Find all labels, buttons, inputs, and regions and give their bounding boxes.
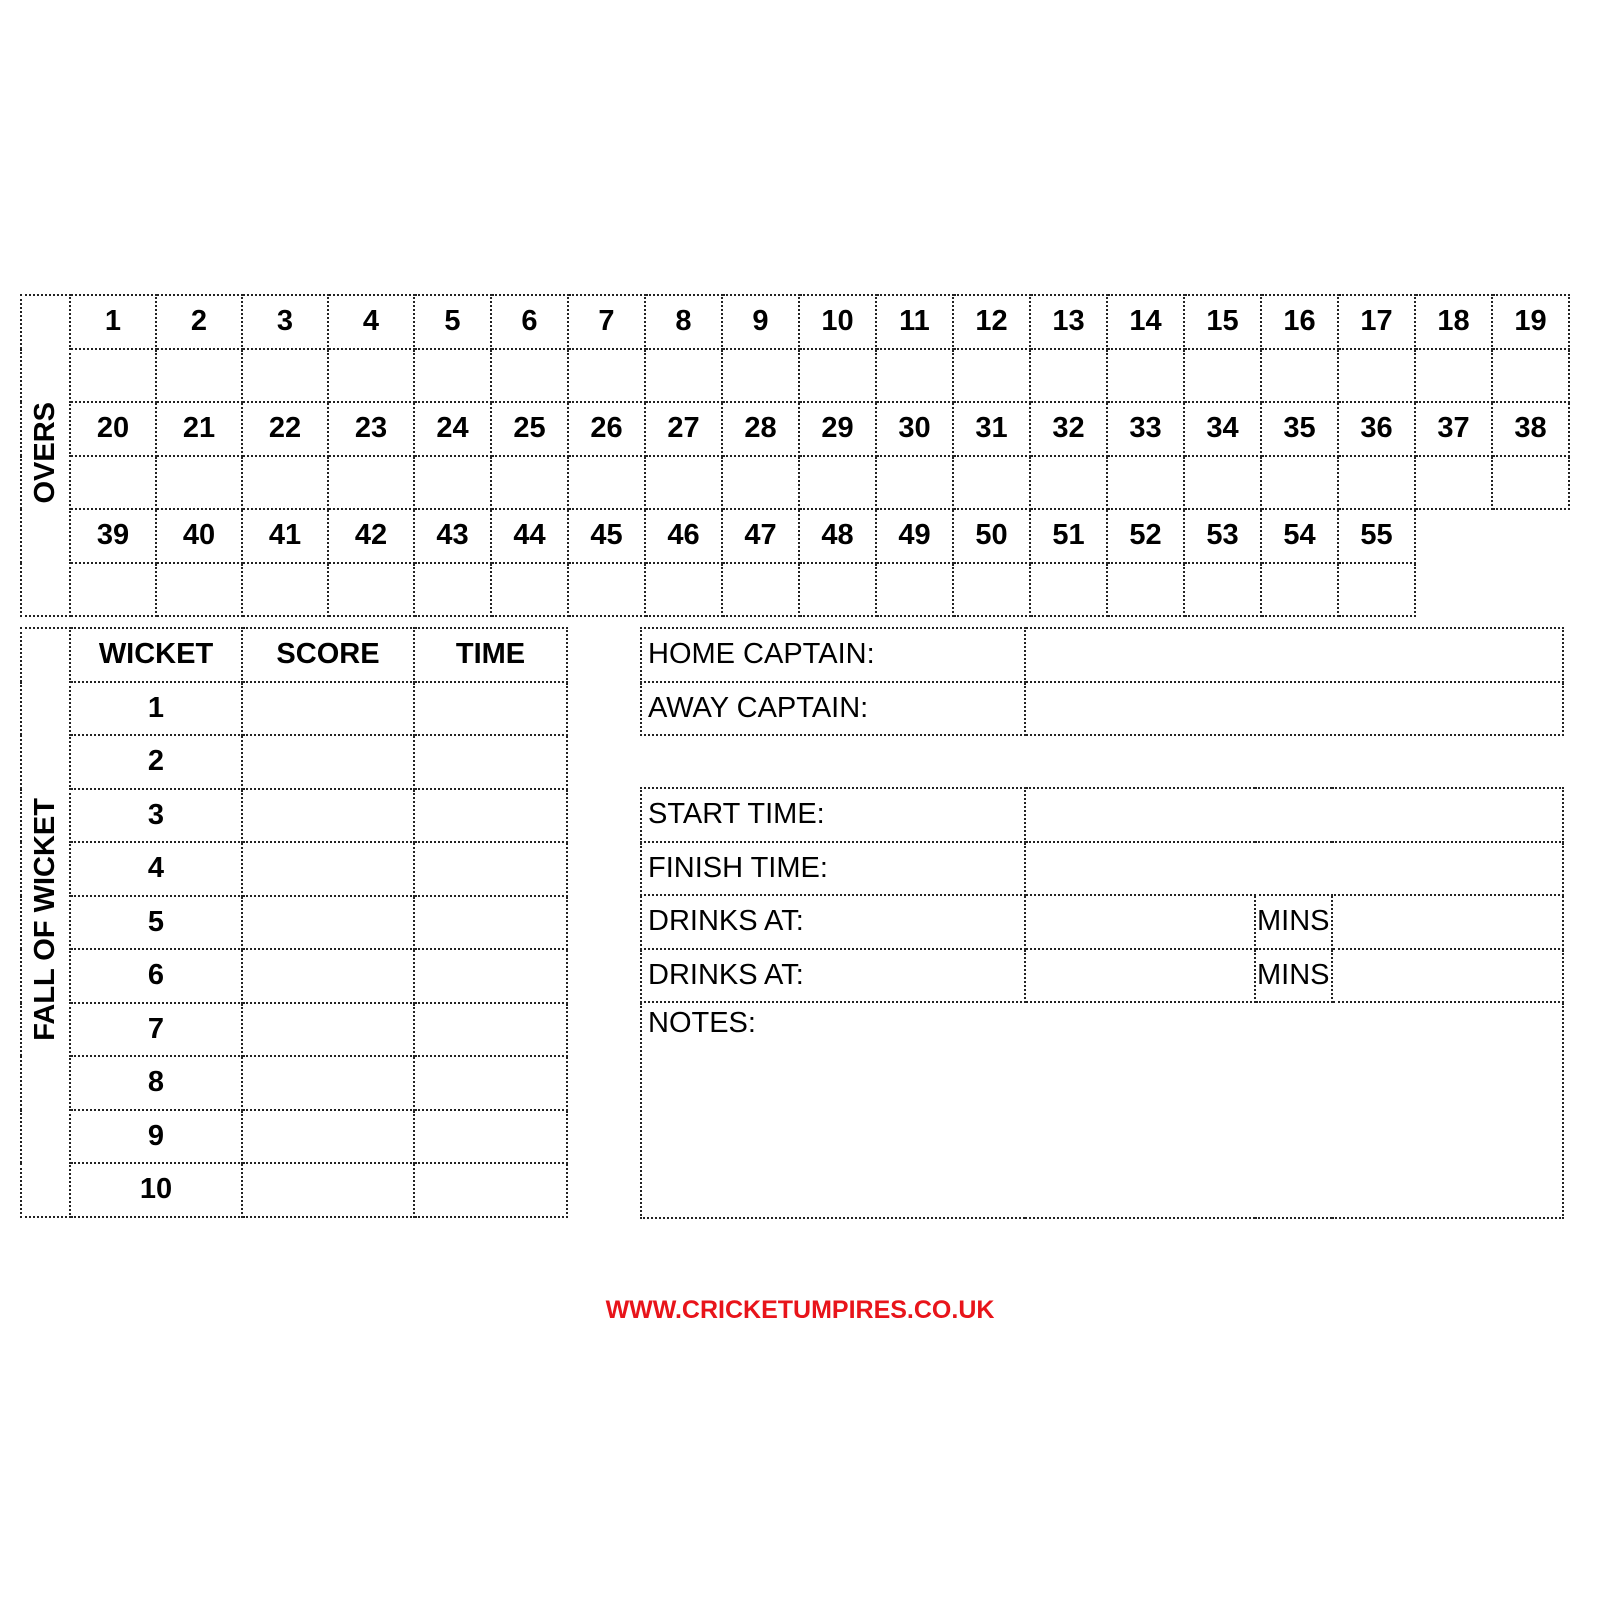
over-number: 7 — [568, 295, 645, 349]
over-number: 32 — [1030, 402, 1107, 456]
over-number: 47 — [722, 509, 799, 563]
drinks-at-label: DRINKS AT: — [641, 949, 1025, 1003]
over-entry-cell[interactable] — [876, 563, 953, 617]
over-number: 14 — [1107, 295, 1184, 349]
over-number: 44 — [491, 509, 568, 563]
over-number: 42 — [328, 509, 414, 563]
over-number: 54 — [1261, 509, 1338, 563]
wicket-number: 6 — [70, 949, 242, 1003]
over-number: 23 — [328, 402, 414, 456]
over-entry-cell[interactable] — [328, 349, 414, 403]
over-number: 17 — [1338, 295, 1415, 349]
finish-time-field[interactable] — [1025, 842, 1563, 896]
over-number: 24 — [414, 402, 491, 456]
over-entry-cell[interactable] — [1492, 349, 1569, 403]
over-entry-cell[interactable] — [414, 563, 491, 617]
score-cell[interactable] — [242, 1056, 414, 1110]
time-cell[interactable] — [414, 842, 567, 896]
over-number: 45 — [568, 509, 645, 563]
over-number: 9 — [722, 295, 799, 349]
over-number: 11 — [876, 295, 953, 349]
fall-of-wicket-table — [20, 627, 568, 1218]
time-cell[interactable] — [414, 949, 567, 1003]
over-number: 28 — [722, 402, 799, 456]
over-number: 8 — [645, 295, 722, 349]
mins-label: MINS — [1255, 895, 1332, 949]
start-time-row — [641, 788, 1563, 842]
over-entry-cell[interactable] — [70, 456, 156, 510]
over-entry-cell[interactable] — [645, 456, 722, 510]
over-number: 1 — [70, 295, 156, 349]
fow-row — [21, 1003, 567, 1057]
over-number: 16 — [1261, 295, 1338, 349]
wicket-number: 8 — [70, 1056, 242, 1110]
drinks-at-field[interactable] — [1025, 895, 1255, 949]
time-cell[interactable] — [414, 1056, 567, 1110]
over-number: 40 — [156, 509, 242, 563]
over-number: 30 — [876, 402, 953, 456]
over-number: 49 — [876, 509, 953, 563]
fow-row — [21, 735, 567, 789]
over-entry-cell[interactable] — [568, 563, 645, 617]
over-entry-cell[interactable] — [876, 456, 953, 510]
over-entry-cell[interactable] — [242, 456, 328, 510]
time-cell[interactable] — [414, 735, 567, 789]
over-number: 50 — [953, 509, 1030, 563]
time-cell[interactable] — [414, 1003, 567, 1057]
overs-side-cell — [21, 295, 70, 616]
over-number: 39 — [70, 509, 156, 563]
fall-of-wicket-label: FALL OF WICKET — [29, 798, 61, 1042]
over-number: 13 — [1030, 295, 1107, 349]
over-entry-cell[interactable] — [1492, 456, 1569, 510]
over-number: 35 — [1261, 402, 1338, 456]
over-number: 21 — [156, 402, 242, 456]
time-cell[interactable] — [414, 1163, 567, 1217]
over-entry-cell[interactable] — [242, 349, 328, 403]
time-cell[interactable] — [414, 1110, 567, 1164]
home-captain-label: HOME CAPTAIN: — [641, 628, 1025, 682]
over-number: 51 — [1030, 509, 1107, 563]
over-entry-cell[interactable] — [1030, 563, 1107, 617]
over-entry-cell[interactable] — [70, 349, 156, 403]
over-number: 27 — [645, 402, 722, 456]
wicket-number: 1 — [70, 682, 242, 736]
over-number: 53 — [1184, 509, 1261, 563]
overs-number-row — [21, 295, 1569, 349]
over-number: 10 — [799, 295, 876, 349]
over-number: 33 — [1107, 402, 1184, 456]
over-entry-cell[interactable] — [1415, 349, 1492, 403]
over-number: 5 — [414, 295, 491, 349]
over-entry-cell[interactable] — [1261, 349, 1338, 403]
over-entry-cell[interactable] — [568, 349, 645, 403]
notes-area[interactable] — [641, 1002, 1563, 1218]
over-entry-cell[interactable] — [645, 563, 722, 617]
over-entry-cell[interactable] — [414, 349, 491, 403]
over-entry-cell[interactable] — [491, 349, 568, 403]
over-number: 41 — [242, 509, 328, 563]
home-captain-row — [641, 628, 1563, 682]
overs-label: OVERS — [29, 402, 61, 504]
captains-table — [640, 627, 1564, 736]
fow-header-score: SCORE — [242, 628, 414, 682]
fow-header-wicket: WICKET — [70, 628, 242, 682]
over-entry-cell[interactable] — [1261, 563, 1338, 617]
over-number: 22 — [242, 402, 328, 456]
over-entry-cell[interactable] — [1107, 456, 1184, 510]
over-entry-cell[interactable] — [1338, 349, 1415, 403]
wicket-number: 3 — [70, 789, 242, 843]
overs-entry-row — [21, 456, 1569, 510]
fow-row — [21, 1163, 567, 1217]
fow-row — [21, 1110, 567, 1164]
over-number: 34 — [1184, 402, 1261, 456]
over-number: 20 — [70, 402, 156, 456]
over-entry-cell[interactable] — [953, 563, 1030, 617]
drinks-at-field[interactable] — [1025, 949, 1255, 1003]
over-entry-cell[interactable] — [491, 456, 568, 510]
notes-label: NOTES: — [648, 1007, 756, 1039]
over-entry-cell[interactable] — [156, 456, 242, 510]
over-entry-cell[interactable] — [799, 456, 876, 510]
over-number: 37 — [1415, 402, 1492, 456]
mins-field[interactable] — [1332, 895, 1563, 949]
wicket-number: 10 — [70, 1163, 242, 1217]
over-entry-cell[interactable] — [1261, 456, 1338, 510]
mins-label: MINS — [1255, 949, 1332, 1003]
over-entry-cell[interactable] — [156, 563, 242, 617]
over-entry-cell[interactable] — [156, 349, 242, 403]
over-number: 19 — [1492, 295, 1569, 349]
over-entry-cell[interactable] — [953, 349, 1030, 403]
over-entry-cell[interactable] — [722, 563, 799, 617]
fow-header-time: TIME — [414, 628, 567, 682]
over-entry-cell[interactable] — [568, 456, 645, 510]
over-number: 6 — [491, 295, 568, 349]
wicket-number: 5 — [70, 896, 242, 950]
over-entry-cell[interactable] — [328, 563, 414, 617]
over-entry-cell[interactable] — [1338, 563, 1415, 617]
over-entry-cell[interactable] — [1107, 349, 1184, 403]
overs-empty-space — [1415, 509, 1569, 616]
over-number: 18 — [1415, 295, 1492, 349]
over-entry-cell[interactable] — [1184, 563, 1261, 617]
over-entry-cell[interactable] — [799, 563, 876, 617]
over-entry-cell[interactable] — [1030, 349, 1107, 403]
away-captain-field[interactable] — [1025, 682, 1563, 736]
away-captain-row — [641, 682, 1563, 736]
time-cell[interactable] — [414, 682, 567, 736]
drinks-at-label: DRINKS AT: — [641, 895, 1025, 949]
wicket-number: 9 — [70, 1110, 242, 1164]
over-number: 52 — [1107, 509, 1184, 563]
overs-entry-row — [21, 349, 1569, 403]
over-number: 12 — [953, 295, 1030, 349]
finish-time-label: FINISH TIME: — [641, 842, 1025, 896]
over-number: 26 — [568, 402, 645, 456]
over-number: 2 — [156, 295, 242, 349]
time-cell[interactable] — [414, 789, 567, 843]
score-cell[interactable] — [242, 1110, 414, 1164]
score-cell[interactable] — [242, 896, 414, 950]
over-entry-cell[interactable] — [645, 349, 722, 403]
over-number: 46 — [645, 509, 722, 563]
start-time-field[interactable] — [1025, 788, 1563, 842]
score-cell[interactable] — [242, 842, 414, 896]
over-number: 43 — [414, 509, 491, 563]
fow-row — [21, 896, 567, 950]
over-entry-cell[interactable] — [799, 349, 876, 403]
score-cell[interactable] — [242, 1163, 414, 1217]
over-number: 4 — [328, 295, 414, 349]
fow-header-row — [21, 628, 567, 682]
fow-row — [21, 682, 567, 736]
score-cell[interactable] — [242, 789, 414, 843]
home-captain-field[interactable] — [1025, 628, 1563, 682]
over-number: 29 — [799, 402, 876, 456]
over-entry-cell[interactable] — [1415, 456, 1492, 510]
over-entry-cell[interactable] — [242, 563, 328, 617]
drinks-row — [641, 895, 1563, 949]
fow-row — [21, 949, 567, 1003]
notes-row — [641, 1002, 1563, 1218]
finish-time-row — [641, 842, 1563, 896]
wicket-number: 4 — [70, 842, 242, 896]
over-entry-cell[interactable] — [328, 456, 414, 510]
over-entry-cell[interactable] — [491, 563, 568, 617]
drinks-row — [641, 949, 1563, 1003]
over-entry-cell[interactable] — [1184, 349, 1261, 403]
fow-row — [21, 1056, 567, 1110]
over-entry-cell[interactable] — [414, 456, 491, 510]
overs-number-row — [21, 509, 1569, 563]
over-number: 25 — [491, 402, 568, 456]
wicket-number: 7 — [70, 1003, 242, 1057]
footer-url[interactable]: WWW.CRICKETUMPIRES.CO.UK — [605, 1296, 995, 1324]
over-number: 31 — [953, 402, 1030, 456]
over-entry-cell[interactable] — [953, 456, 1030, 510]
fow-row — [21, 842, 567, 896]
score-cell[interactable] — [242, 682, 414, 736]
score-cell[interactable] — [242, 1003, 414, 1057]
wicket-number: 2 — [70, 735, 242, 789]
over-entry-cell[interactable] — [1107, 563, 1184, 617]
overs-number-row — [21, 402, 1569, 456]
over-entry-cell[interactable] — [1030, 456, 1107, 510]
times-table — [640, 787, 1564, 1219]
over-entry-cell[interactable] — [1338, 456, 1415, 510]
over-number: 15 — [1184, 295, 1261, 349]
overs-entry-row — [21, 563, 1569, 617]
over-number: 55 — [1338, 509, 1415, 563]
over-number: 3 — [242, 295, 328, 349]
over-entry-cell[interactable] — [876, 349, 953, 403]
start-time-label: START TIME: — [641, 788, 1025, 842]
over-entry-cell[interactable] — [70, 563, 156, 617]
over-number: 38 — [1492, 402, 1569, 456]
over-number: 48 — [799, 509, 876, 563]
fow-row — [21, 789, 567, 843]
score-cell[interactable] — [242, 949, 414, 1003]
overs-table — [20, 294, 1570, 617]
over-number: 36 — [1338, 402, 1415, 456]
away-captain-label: AWAY CAPTAIN: — [641, 682, 1025, 736]
over-entry-cell[interactable] — [722, 456, 799, 510]
over-entry-cell[interactable] — [1184, 456, 1261, 510]
mins-field[interactable] — [1332, 949, 1563, 1003]
time-cell[interactable] — [414, 896, 567, 950]
fow-side-cell — [21, 628, 70, 1217]
score-cell[interactable] — [242, 735, 414, 789]
over-entry-cell[interactable] — [722, 349, 799, 403]
